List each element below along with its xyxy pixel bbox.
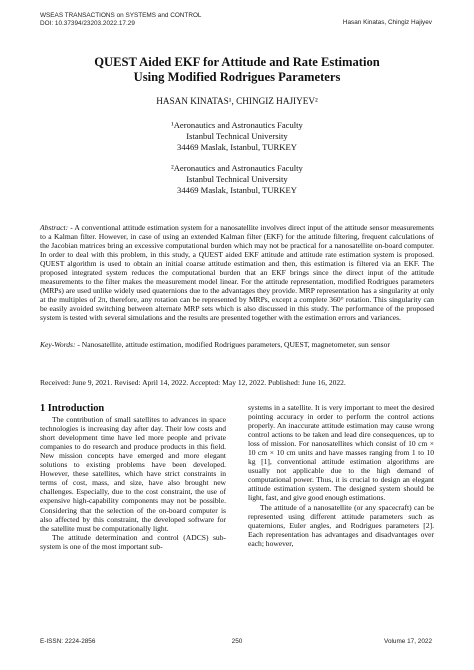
section-heading-introduction: 1 Introduction — [40, 403, 105, 414]
affiliation-1-line-1: ¹Aeronautics and Astronautics Faculty — [171, 120, 303, 130]
keywords-text: - Nanosatellite, attitude estimation, modified Rodrigues parameters, QUEST, magnetometer, sun sensor — [75, 340, 390, 349]
affiliation-2-line-1: ²Aeronautics and Astronautics Faculty — [171, 163, 303, 173]
affiliation-1-line-3: 34469 Maslak, Istanbul, TURKEY — [177, 142, 297, 152]
intro-paragraph-1: The contribution of small satellites to advances in space technologies is increasing day after day. Their low costs and short development time have led more people and private companies to do research and produce products in this field. New mission concepts have emerged and more elegant solutions to existing problems have been developed. However, these satellites, which have strict constraints in terms of cost, mass, and size, have also brought new challenges. Especially, due to the cost constraint, the use of expensive high-capability components may not be possible. Considering that the selection of the on-board computer is also affected by this constraint, the developed software for the satellite must be computationally light. — [40, 415, 226, 533]
running-header-journal — [40, 12, 201, 28]
running-header-authors: Hasan Kinatas, Chingiz Hajiyev — [342, 19, 432, 26]
affiliation-2-line-2: Istanbul Technical University — [186, 174, 288, 184]
affiliation-1 — [40, 120, 434, 153]
abstract-label: Abstract: — [40, 223, 69, 232]
footer-issn: E-ISSN: 2224-2856 — [40, 638, 96, 645]
intro-paragraph-3: The attitude of a nanosatellite (or any spacecraft) can be represented using different attitude parameters such as quaternions, Euler angles, and Rodrigues parameters [2]. Each representation has advantages and disadvantages over each; however, — [248, 502, 434, 548]
right-column — [248, 403, 434, 548]
intro-paragraph-2: The attitude determination and control (ADCS) sub-system is one of the most important sub- — [40, 532, 226, 551]
footer-volume: Volume 17, 2022 — [384, 638, 432, 645]
doi: DOI: 10.37394/23203.2022.17.29 — [40, 20, 135, 27]
abstract — [40, 223, 434, 323]
journal-name: WSEAS TRANSACTIONS on SYSTEMS and CONTROL — [40, 12, 202, 19]
title-line-2: Using Modified Rodrigues Parameters — [133, 70, 341, 84]
affiliation-2 — [40, 163, 434, 196]
paper-title — [40, 55, 434, 85]
left-column — [40, 404, 226, 551]
footer-page-number: 250 — [231, 638, 243, 645]
author-list: HASAN KINATAS¹, CHINGIZ HAJIYEV² — [156, 96, 318, 106]
affiliation-2-line-3: 34469 Maslak, Istanbul, TURKEY — [177, 185, 297, 195]
affiliation-1-line-2: Istanbul Technical University — [186, 131, 288, 141]
title-line-1: QUEST Aided EKF for Attitude and Rate Estimation — [94, 55, 380, 69]
keywords — [40, 340, 434, 349]
publication-dates: Received: June 9, 2021. Revised: April 14, 2022. Accepted: May 12, 2022. Published: June 16, 2022. — [40, 378, 346, 387]
abstract-text: - A conventional attitude estimation system for a nanosatellite involves direct input of the attitude sensor measurements to a Kalman filter. However, in case of using an extended Kalman filter (EKF) for the attitude filtering, frequent calculations of the Jacobian matrices bring an excessive computational burden which may not be practical for a nanosatellite on-board computer. In order to deal with this problem, in this study, a QUEST aided EKF attitude and attitude rate estimation system is proposed. QUEST algorithm is used to obtain an initial coarse attitude estimation and then, this estimation is filtered via an EKF. The proposed integrated system reduces the computational burden that an EKF brings since the direct input of the attitude measurements to the filter makes the measurement model linear. For the attitude representation, modified Rodrigues parameters (MRPs) are used unlike widely used quaternions due to the advantages they provide. MRP representation has a singularity at only at the multiples of 2π, therefore, any rotation can be represented by MRPs, except a complete 360° rotation. This singularity can be easily avoided switching between alternate MRP sets which is also discussed in this study. The performance of the proposed system is tested with several simulations and the results are presented together with the estimation errors and variances. — [40, 223, 434, 323]
intro-paragraph-2-continued: systems in a satellite. It is very important to meet the desired pointing accuracy in order to perform the control actions properly. An inaccurate attitude estimation may cause wrong control actions to be taken and lead dire consequences, up to loss of mission. For nanosatellites which consist of 10 cm × 10 cm × 10 cm units and have masses ranging from 1 to 10 kg [1], conventional attitude estimation algorithms are usually not applicable due to the high demand of computational power. Thus, it is crucial to design an elegant attitude estimation system. The designed system should be light, fast, and give good enough estimations. — [248, 403, 434, 503]
keywords-label: Key-Words: — [40, 340, 76, 349]
